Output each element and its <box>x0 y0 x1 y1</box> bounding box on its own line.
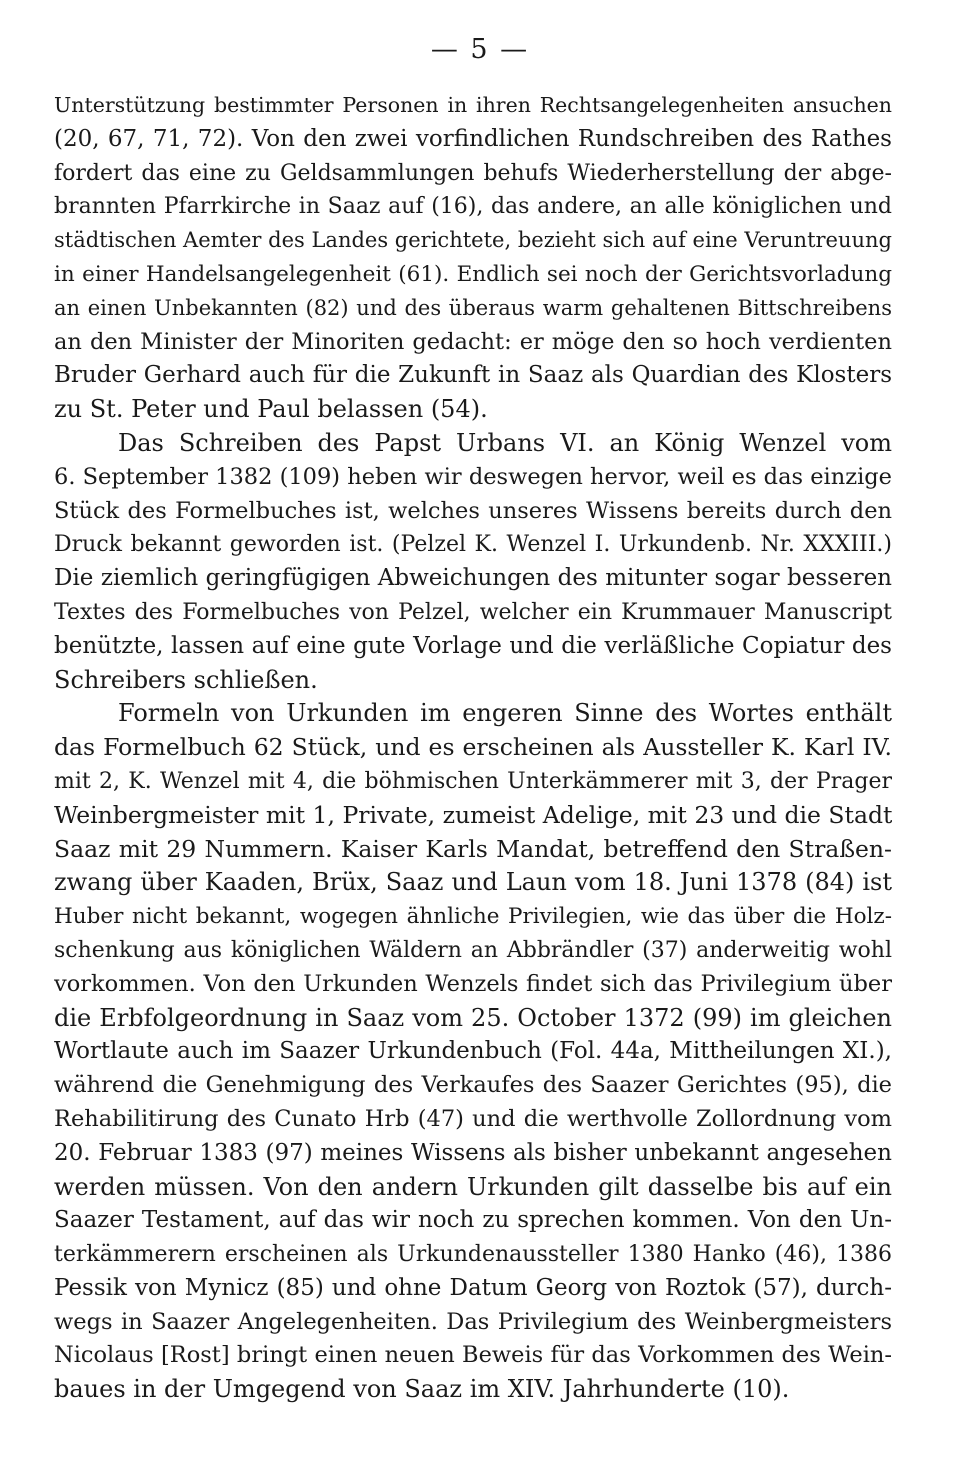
text-line: an einen Unbekannten (82) und des überaus warm gehaltenen Bittschreibens <box>54 295 892 320</box>
text-line: (20, 67, 71, 72). Von den zwei vorfindlichen Rundschreiben des Rathes <box>54 125 892 152</box>
text-line: Das Schreiben des Papst Urbans VI. an König Wenzel vom <box>118 428 892 457</box>
text-line: Nicolaus [Rost] bringt einen neuen Beweis für das Vorkommen des Wein- <box>54 1342 892 1369</box>
page-number: — 5 — <box>430 34 530 65</box>
text-line: Textes des Formelbuches von Pelzel, welcher ein Krummauer Manuscript <box>54 599 892 625</box>
text-line: Rehabilitirung des Cunato Hrb (47) und die werthvolle Zollordnung vom <box>54 1105 892 1132</box>
text-line: 20. Februar 1383 (97) meines Wissens als bisher unbekannt angesehen <box>54 1139 892 1166</box>
text-line: Druck bekannt geworden ist. (Pelzel K. Wenzel I. Urkundenb. Nr. XXXIII.) <box>54 532 892 558</box>
text-line: Formeln von Urkunden im engeren Sinne des Wortes enthält <box>118 699 892 728</box>
text-line: städtischen Aemter des Landes gerichtete, bezieht sich auf eine Veruntreuung <box>54 228 892 253</box>
text-line: baues in der Umgegend von Saaz im XIV. Jahrhunderte (10). <box>54 1375 790 1404</box>
text-line: an den Minister der Minoriten gedacht: er möge den so hoch verdienten <box>54 328 892 355</box>
text-line: Saazer Testament, auf das wir noch zu sprechen kommen. Von den Un- <box>54 1207 892 1234</box>
text-line: Bruder Gerhard auch für die Zukunft in Saaz als Quardian des Klosters <box>54 362 892 389</box>
text-line: Huber nicht bekannt, wogegen ähnliche Privilegien, wie das über die Holz- <box>54 904 892 930</box>
text-line: benützte, lassen auf eine gute Vorlage und die verläßliche Copiatur des <box>54 632 892 659</box>
text-line: mit 2, K. Wenzel mit 4, die böhmischen Unterkämmerer mit 3, der Prager <box>54 768 892 794</box>
text-line: vorkommen. Von den Urkunden Wenzels findet sich das Privilegium über <box>54 970 892 997</box>
text-line: Unterstützung bestimmter Personen in ihren Rechtsangelegenheiten ansuchen <box>54 93 892 117</box>
text-line: zu St. Peter und Paul belassen (54). <box>54 395 488 424</box>
text-line: schenkung aus königlichen Wäldern an Abbrändler (37) anderweitig wohl <box>54 937 892 963</box>
text-line: Die ziemlich geringfügigen Abweichungen des mitunter sogar besseren <box>54 565 892 592</box>
text-line: während die Genehmigung des Verkaufes des Saazer Gerichtes (95), die <box>54 1072 892 1099</box>
text-line: Weinbergmeister mit 1, Private, zumeist Adelige, mit 23 und die Stadt <box>54 800 892 829</box>
text-line: fordert das eine zu Geldsammlungen behufs Wiederherstellung der abge- <box>54 160 892 186</box>
text-line: werden müssen. Von den andern Urkunden gilt dasselbe bis auf ein <box>54 1172 892 1201</box>
text-line: wegs in Saazer Angelegenheiten. Das Privilegium des Weinbergmeisters <box>54 1308 892 1335</box>
text-line: Schreibers schließen. <box>54 665 318 694</box>
text-line: 6. September 1382 (109) heben wir deswegen hervor, weil es das einzige <box>54 463 892 490</box>
text-line: Pessik von Mynicz (85) und ohne Datum Georg von Roztok (57), durch- <box>54 1274 892 1301</box>
text-line: Wortlaute auch im Saazer Urkundenbuch (Fol. 44a, Mittheilungen XI.), <box>54 1038 892 1065</box>
text-line: Stück des Formelbuches ist, welches unseres Wissens bereits durch den <box>54 497 892 524</box>
text-line: das Formelbuch 62 Stück, und es erscheinen als Aussteller K. Karl IV. <box>54 733 892 762</box>
text-line: die Erbfolgeordnung in Saaz vom 25. October 1372 (99) im gleichen <box>54 1003 892 1032</box>
text-line: terkämmerern erscheinen als Urkundenaussteller 1380 Hanko (46), 1386 <box>54 1242 892 1268</box>
text-line: Saaz mit 29 Nummern. Kaiser Karls Mandat, betreffend den Straßen- <box>54 834 892 863</box>
text-line: in einer Handelsangelegenheit (61). Endlich sei noch der Gerichtsvorladung <box>54 261 892 287</box>
text-line: zwang über Kaaden, Brüx, Saaz und Laun vom 18. Juni 1378 (84) ist <box>54 868 892 897</box>
text-line: brannten Pfarrkirche in Saaz auf (16), das andere, an alle königlichen und <box>54 194 892 220</box>
body-text <box>54 89 892 1407</box>
